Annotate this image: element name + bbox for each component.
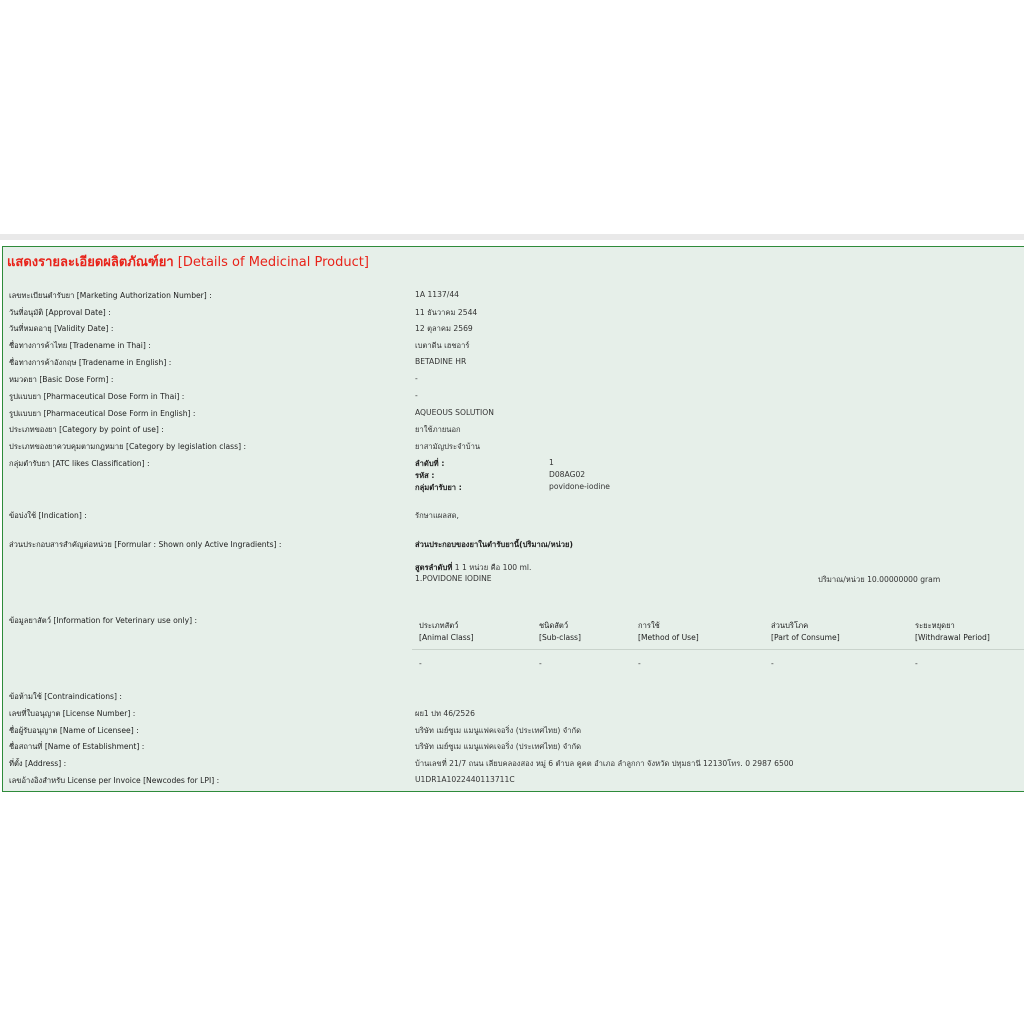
category-legislation-label: ประเภทของยาควบคุมตามกฎหมาย [Category by legislation class] :: [9, 442, 247, 451]
basic-dose-form-label: หมวดยา [Basic Dose Form] :: [9, 375, 114, 384]
indication-value: รักษาแผลสด,: [415, 511, 459, 520]
atc-label: กลุ่มตำรับยา [ATC likes Classification] :: [9, 459, 150, 468]
license-number-value: ผย1 ปท 46/2526: [415, 709, 475, 718]
formula-heading: ส่วนประกอบของยาในตำรับยานี้(ปริมาณ/หน่วย): [415, 540, 573, 549]
vet-cell-method: -: [638, 659, 641, 668]
vet-col-part-consume-thai: ส่วนบริโภค: [771, 621, 809, 630]
indication-label: ข้อบ่งใช้ [Indication] :: [9, 511, 87, 520]
atc-group-value: povidone-iodine: [549, 482, 610, 491]
vet-info-table: [412, 616, 1024, 672]
formula-label: ส่วนประกอบสารสำคัญต่อหน่วย [Formular : Shown only Active Ingradients] :: [9, 540, 282, 549]
reg-no-label: เลขทะเบียนตำรับยา [Marketing Authorization Number] :: [9, 291, 212, 300]
vet-cell-withdrawal: -: [915, 659, 918, 668]
vet-col-withdrawal-english: [Withdrawal Period]: [915, 633, 990, 642]
tradename-english-value: BETADINE HR: [415, 357, 467, 366]
lpi-newcode-label: เลขอ้างอิงสำหรับ License per Invoice [Newcodes for LPI] :: [9, 776, 220, 785]
contraindications-label: ข้อห้ามใช้ [Contraindications] :: [9, 692, 122, 701]
validity-date-label: วันที่หมดอายุ [Validity Date] :: [9, 324, 114, 333]
tradename-thai-value: เบตาดีน เฮชอาร์: [415, 341, 470, 350]
establishment-value: บริษัท เมย์ซูเม แมนูแฟคเจอริ่ง (ประเทศไทย) จำกัด: [415, 742, 582, 751]
vet-col-animal-class-english: [Animal Class]: [419, 633, 474, 642]
atc-order-key: ลำดับที่ :: [415, 459, 445, 468]
vet-cell-animal-class: -: [419, 659, 422, 668]
establishment-label: ชื่อสถานที่ [Name of Establishment] :: [9, 742, 145, 751]
vet-col-method: [638, 620, 699, 644]
top-separator: [0, 234, 1024, 240]
dose-form-thai-value: -: [415, 391, 418, 400]
dose-form-thai-label: รูปแบบยา [Pharmaceutical Dose Form in Thai] :: [9, 392, 185, 401]
formula-line: [415, 562, 531, 574]
vet-cell-sub-class: -: [539, 659, 542, 668]
vet-col-part-consume: [771, 620, 840, 644]
category-use-label: ประเภทของยา [Category by point of use] :: [9, 425, 164, 434]
validity-date-value: 12 ตุลาคม 2569: [415, 324, 473, 333]
vet-col-part-consume-english: [Part of Consume]: [771, 633, 840, 642]
category-legislation-value: ยาสามัญประจำบ้าน: [415, 442, 481, 451]
vet-col-method-thai: การใช้: [638, 621, 660, 630]
approval-date-value: 11 ธันวาคม 2544: [415, 308, 478, 317]
vet-col-sub-class-thai: ชนิดสัตว์: [539, 621, 569, 630]
vet-col-animal-class: [419, 620, 474, 644]
ingredient-amount: ปริมาณ/หน่วย 10.00000000 gram: [818, 575, 941, 584]
reg-no-value: 1A 1137/44: [415, 290, 459, 299]
basic-dose-form-value: -: [415, 374, 418, 383]
vet-col-sub-class-english: [Sub-class]: [539, 633, 581, 642]
license-number-label: เลขที่ใบอนุญาต [License Number] :: [9, 709, 136, 718]
licensee-label: ชื่อผู้รับอนุญาต [Name of Licensee] :: [9, 726, 139, 735]
product-details-panel: [2, 246, 1024, 792]
vet-cell-part-consume: -: [771, 659, 774, 668]
atc-code-key: รหัส :: [415, 471, 435, 480]
vet-col-withdrawal-thai: ระยะหยุดยา: [915, 621, 955, 630]
atc-order-value: 1: [549, 458, 554, 467]
vet-info-label: ข้อมูลยาสัตว์ [Information for Veterinary use only] :: [9, 616, 198, 625]
page-title-english: [Details of Medicinal Product]: [177, 255, 369, 270]
dose-form-english-label: รูปแบบยา [Pharmaceutical Dose Form in English] :: [9, 409, 196, 418]
address-value: บ้านเลขที่ 21/7 ถนน เลียบคลองสอง หมู่ 6 ตำบล คูคต อำเภอ ลำลูกกา จังหวัด ปทุมธานี 12130โทร. 0 2987 6500: [415, 759, 794, 768]
page-title-thai: แสดงรายละเอียดผลิตภัณฑ์ยา: [7, 255, 174, 270]
atc-group-key: กลุ่มตำรับยา :: [415, 483, 462, 492]
atc-code-value: D08AG02: [549, 470, 586, 479]
vet-col-animal-class-thai: ประเภทสัตว์: [419, 621, 459, 630]
dose-form-english-value: AQUEOUS SOLUTION: [415, 408, 494, 417]
address-label: ที่ตั้ง [Address] :: [9, 759, 67, 768]
tradename-thai-label: ชื่อทางการค้าไทย [Tradename in Thai] :: [9, 341, 151, 350]
formula-key: สูตรลำดับที่: [415, 563, 453, 572]
formula-value: 1 1 หน่วย คือ 100 ml.: [454, 563, 532, 572]
vet-col-method-english: [Method of Use]: [638, 633, 699, 642]
lpi-newcode-value: U1DR1A1022440113711C: [415, 775, 515, 784]
vet-col-withdrawal: [915, 620, 990, 644]
tradename-english-label: ชื่อทางการค้าอังกฤษ [Tradename in English] :: [9, 358, 172, 367]
approval-date-label: วันที่อนุมัติ [Approval Date] :: [9, 308, 111, 317]
ingredient-name: 1.POVIDONE IODINE: [415, 574, 492, 583]
vet-col-sub-class: [539, 620, 581, 644]
licensee-value: บริษัท เมย์ซูเม แมนูแฟคเจอริ่ง (ประเทศไทย) จำกัด: [415, 726, 582, 735]
page-title: [7, 251, 369, 272]
category-use-value: ยาใช้ภายนอก: [415, 425, 461, 434]
